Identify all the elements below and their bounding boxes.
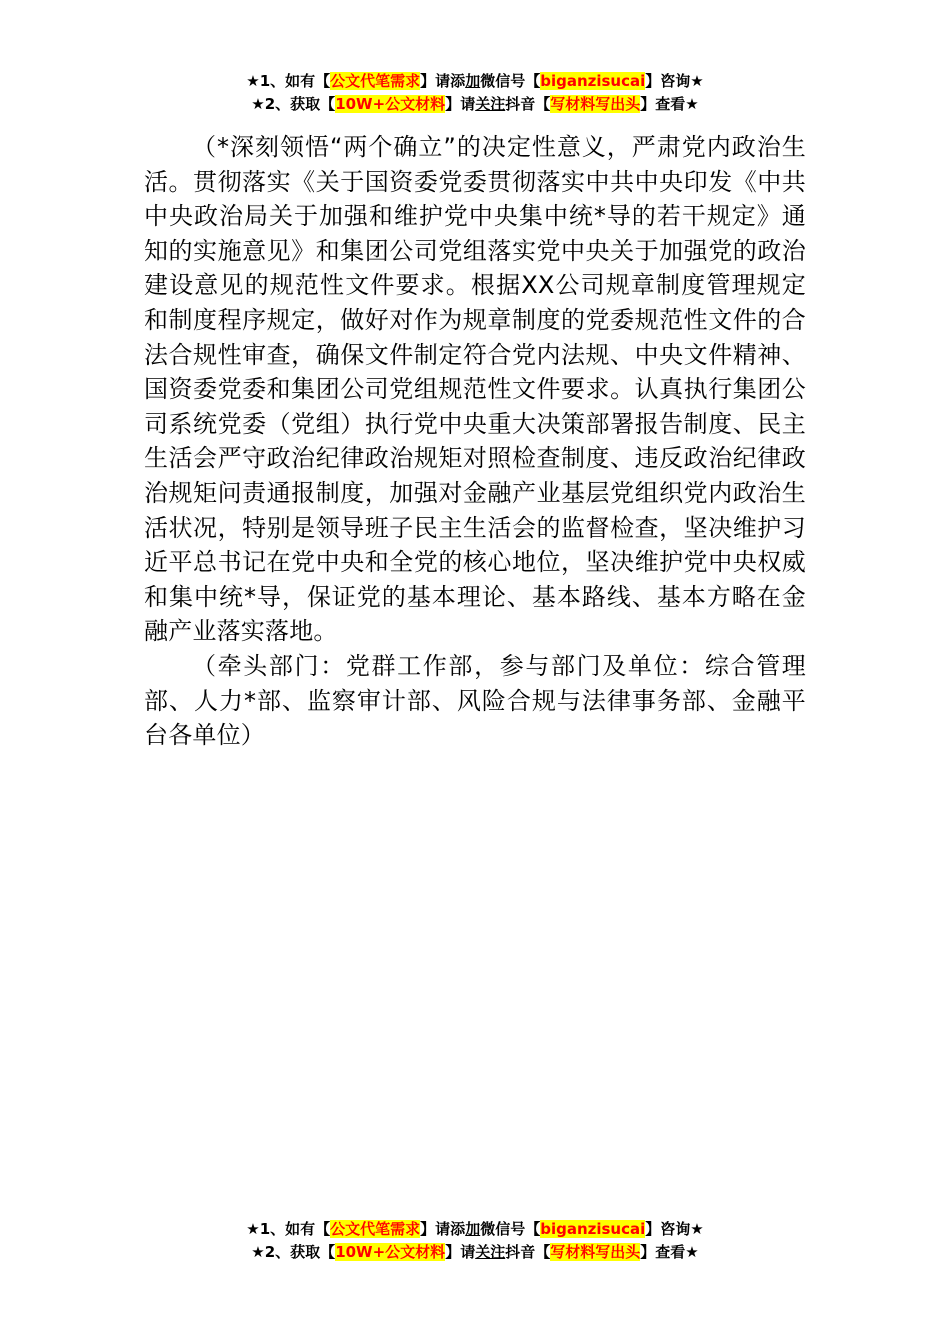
body-paragraph-2: （牵头部门：党群工作部，参与部门及单位：综合管理部、人力*部、监察审计部、风险合规与法律事务部、金融平台各单位） [144, 651, 806, 750]
banner-text: 微信号【 [480, 1220, 541, 1238]
banner-highlight: biganzisucai [540, 72, 646, 90]
banner-highlight: 10W+公文材料 [335, 1243, 446, 1261]
banner-emphasis: 加 [465, 72, 481, 90]
banner-text: 】咨询★ [645, 1220, 704, 1238]
banner-text: 微信号【 [480, 72, 541, 90]
banner-text: 】请 [445, 1243, 476, 1261]
banner-text: 】查看★ [640, 1243, 699, 1261]
header-banner [0, 70, 950, 116]
banner-line-1 [0, 1218, 950, 1241]
banner-text: 】请添 [420, 72, 466, 90]
banner-highlight: biganzisucai [540, 1220, 646, 1238]
banner-line-2 [0, 93, 950, 116]
banner-text: 】请添 [420, 1220, 466, 1238]
banner-emphasis: 加 [465, 1220, 481, 1238]
banner-text: 抖音【 [505, 95, 551, 113]
document-body [144, 130, 806, 753]
banner-text: ★1、如有【 [246, 72, 331, 90]
banner-emphasis: 关注 [475, 95, 506, 113]
banner-text: 抖音【 [505, 1243, 551, 1261]
banner-text: 】咨询★ [645, 72, 704, 90]
banner-highlight: 10W+公文材料 [335, 95, 446, 113]
banner-emphasis: 关注 [475, 1243, 506, 1261]
banner-highlight: 写材料写出头 [550, 95, 641, 113]
banner-highlight: 公文代笔需求 [330, 1220, 421, 1238]
banner-text: ★1、如有【 [246, 1220, 331, 1238]
banner-line-2 [0, 1241, 950, 1264]
banner-text: 】查看★ [640, 95, 699, 113]
footer-banner [0, 1218, 950, 1264]
banner-text: 】请 [445, 95, 476, 113]
banner-text: ★2、获取【 [251, 95, 336, 113]
banner-highlight: 公文代笔需求 [330, 72, 421, 90]
banner-line-1 [0, 70, 950, 93]
body-paragraph-1: （*深刻领悟“两个确立”的决定性意义，严肃党内政治生活。贯彻落实《关于国资委党委贯彻落实中共中央印发《中共中央政治局关于加强和维护党中央集中统*导的若干规定》通知的实施意见》和集团公司党组落实党中央关于加强党的政治建设意见的规范性文件要求。根据XX公司规章制度管理规定和制度程序规定，做好对作为规章制度的党委规范性文件的合法合规性审查，确保文件制定符合党内法规、中央文件精神、国资委党委和集团公司党组规范性文件要求。认真执行集团公司系统党委（党组）执行党中央重大决策部署报告制度、民主生活会严守政治纪律政治规矩对照检查制度、违反政治纪律政治规矩问责通报制度，加强对金融产业基层党组织党内政治生活状况，特别是领导班子民主生活会的监督检查，坚决维护习近平总书记在党中央和全党的核心地位，坚决维护党中央权威和集中统*导，保证党的基本理论、基本路线、基本方略在金融产业落实落地。 [144, 133, 806, 646]
banner-highlight: 写材料写出头 [550, 1243, 641, 1261]
banner-text: ★2、获取【 [251, 1243, 336, 1261]
